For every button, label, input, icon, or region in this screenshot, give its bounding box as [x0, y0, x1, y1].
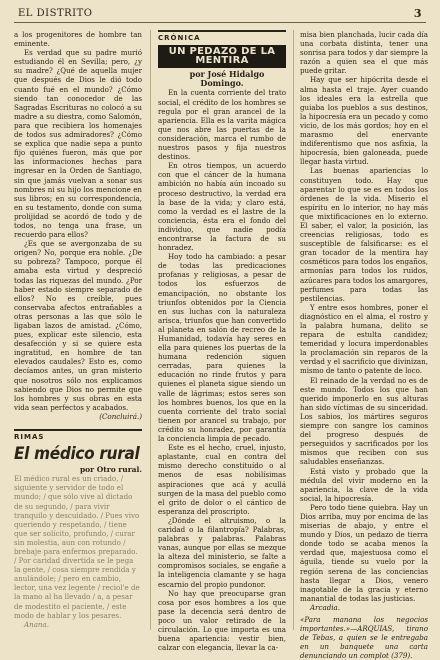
quote-notice: «Para manana los negocios importantes.»—ARQUIAS, tirano de Tebas, a quien se le entregaba en un banquete una carta denunciando un complot (379).: [300, 615, 428, 660]
column-middle: [158, 30, 286, 653]
paragraph: En la cuenta corriente del trato social, el crédito de los hombres se regula por el gran arancel de la apariencia. Ella es la varita mágica que nos abre las puertas de la consideración, marca el rumbo de nuestros pasos y fija nuestros destinos.: [158, 88, 286, 162]
paragraph: Hay que ser hipócrita desde el alma hasta el traje. Ayer cuando los ideales era la estrella que guiaba los pueblos a sus destinos, la hipocresía era un pecado y como vicio, de los más gordos; hoy en el marasmo del enervante indiferentismo que nos asfixia, la hipocresía, bien galoneada, puede llegar hasta virtud.: [300, 75, 428, 167]
paragraph: misa bien planchada, lucir cada día una corbata distinta, tener una sonrisa para todos y dar siempre la razón a quien sea el que más puede gritar.: [300, 30, 428, 76]
column-right: [300, 30, 429, 660]
continuation-note: (Concluirá.): [99, 411, 142, 421]
page-header: [14, 6, 426, 23]
poem-text: El médico rural es un criado, / siguiente y servidor de todo el mundo; / que sólo vive al dictado de su segundo, / para vivir tranquilo y descuidado. / Pues vivo queriendo y respetando, / tiene que ser solícito, profundo, / curar sin molestia, aun con rotundo / brebaje para enfermos preparado. / Por caridad divertida se le pega la gente, / cosa siempre rendida y anulándole; / pero en cambio, lector, una vez legente / reciol'e de la mano al ha llevado / a, a pesar de modestito el paciente, / este modo de hablar y los pesares.: [14, 474, 140, 620]
paragraph: Está visto y probado que la médula del vivir moderno en la apariencia, la clave de la vida social, la hipocresía.: [300, 466, 428, 503]
article-signature: Arcadia.: [310, 602, 341, 612]
paragraph: a los progenitores de hombre tan eminente.: [14, 30, 142, 49]
paragraph: Hoy todo ha cambiado: a pesar de todas las predicaciones profanas y religiosas, a pesar de todos los esfuerzos de emancipación, no obstante los triunfos obtenidos por la Ciencia en sus luchas con la naturaleza arisca, triunfos que han convertido al planeta en salón de recreo de la Humanidad, todavía hay seres en ella para quienes los puertas de la humana redención siguen cerradas, para quienes la educación no rinde frutos y para quienes el planeta sigue siendo un valle de lágrimas; estos seres son los hombres buenos, los que en la cuenta corriente del trato social tienen por arancel su trabajo, por crédito su honradez, por garantía la conciencia limpia de pecado.: [158, 252, 286, 444]
section-label-rimas: RIMAS: [14, 429, 142, 442]
column-divider: [150, 30, 151, 630]
paragraph: No hay que preocuparse gran cosa por esos hombres a los que pase la decencia será dentro de poco un valor retirado de la circulación. Lo que importa es una buena apariencia: vestir bien, calzar con elegancia, llevar la ca-: [158, 588, 286, 653]
paragraph: Y entre esos hombres, poner el diagnóstico en el alma, el rostro y la palabra humana, delito se repara de estulta candidez; temeridad y locura imperdonables la proclamación sin reparos de la verdad y el sacrificio que divinizan, mismo de tanto o patente de loco.: [300, 302, 428, 376]
column-left: [14, 30, 142, 634]
newspaper-name: EL DISTRITO: [18, 8, 93, 19]
paragraph: ¿Dónde el altruismo, o la caridad o la filantropía? Palabras, palabras y palabras. Palabras vanas, aunque por ellas se mezque la alteza del ministerio, se falte a compromisos sociales, se engañe a la inteligencia clamante y se haga escarnio del propio pundonor.: [158, 515, 286, 589]
article-title: UN PEDAZO DE LA MENTIRA: [158, 45, 286, 68]
paragraph: El reinado de la verdad no es de este mundo. Todos los que han querido imponerlo en sus alturas han sido víctimas de su sinceridad. Los sabios, los mártires seguros siempre con sangre los caminos del progreso después de perseguidos y sacrificados por los mismos que reciben con sus saludables enseñanzas.: [300, 375, 428, 467]
article-byline: por José Hidalgo Domingo.: [189, 69, 265, 89]
paragraph: Las buenas apariencias lo constituyen todo. Hay que aparentar lo que se es en todos los órdenes de la vida. Miserio el espíritu en lo interior, no hay más que mixtificaciones en lo externo. El saber, el valor, la posición, las creencias religiosas, todo es susceptible de falsificarse: es el gran tocador de la mentira hay cosméticos para todos los engaños, armonías para todos los ruidos, azúcares para todos los amargores, perfumes para todas las pestilencias.: [300, 166, 429, 303]
poem-byline: por Otro rural.: [79, 465, 142, 475]
page-number: 3: [413, 7, 422, 20]
paragraph: En otros tiempos, un acuerdo con que el cáncer de la humana ambición no había aún incoado su proceso destructivo, la verdad era la base de la vida; y claro está, como la verdad es el lastre de la conciencia, ésta era el fondo del individuo, que nadie podía encontrarse la factura de su honradez.: [158, 161, 286, 253]
paragraph: Pero todo tiene quiebra. Hay un Dios arriba, muy por encima de las miserias de abajo, y entre el mundo y Dios, un pedazo de tierra donde todo se acaba menos la verdad que, majestuosa como el águila, tiende su vuelo por la región serena de las conciencias hasta llegar a Dios, venero inagotable de la gracia y eterno manantial de todas las justicias.: [300, 502, 428, 603]
section-label-cronica: CRÓNICA: [158, 30, 286, 43]
paragraph: Es verdad que su padre murió estudiando él en Sevilla; pero, ¿y su madre? ¿Qué de aquella mujer que después de Dios le dió todo cuanto fué en el mundo? ¿Cómo siendo tan conocedor de las Sagradas Escrituras no colocó a su madre a su diestra, como Salomón, para que recibiera los homenajes de todos sus admiradores? ¿Cómo se explica que nadie sepa a punto fijo quiénes fueron, más que por las informaciones hechas para ingresar en la Orden de Santiago, sin que jamás vuelvan a sonar sus nombres ni su hijo los mencione en sus libros; en su correspondencia, en su testamento, donde con suma prolijidad se acordó de todo y de todos, no tenga una frase, un recuerdo para ellos?: [14, 48, 142, 240]
paragraph: ¿Es que se avergonzaba de su origen? No, porque era noble. ¿De su pobreza? Tampoco, porque él amaba esta virtud y despreció todas las riquezas del mundo. ¿Por haber estado siempre separado de ellos? No es creíble, pues conservaba afectos entrañables a otras personas a las que sólo le ligaban lazos de amistad. ¿Cómo, pues, explicar este silencio, esta desafección y si se quiere esta ingratitud, en hombre de tan elevados caudales? Esto es, como decíamos antes, un gran misterio que nosotros sólo nos explicamos sabiendo que Dios no permite que los hombres y sus obras en esta vida sean perfectos y acabados.: [14, 239, 142, 412]
paragraph: Este es el hecho, cruel, injusto, aplastante, cual en contra del mismo derecho constituído o al menos de esas nobilísimas aspiraciones que acá y acullá surgen de la masa del pueblo como el grito de dolor o el cántico de esperanza del proscripto.: [158, 443, 286, 516]
column-divider: [293, 30, 294, 630]
poem-title: El médico rural: [14, 444, 140, 465]
poem-signature: Anana.: [24, 619, 49, 629]
